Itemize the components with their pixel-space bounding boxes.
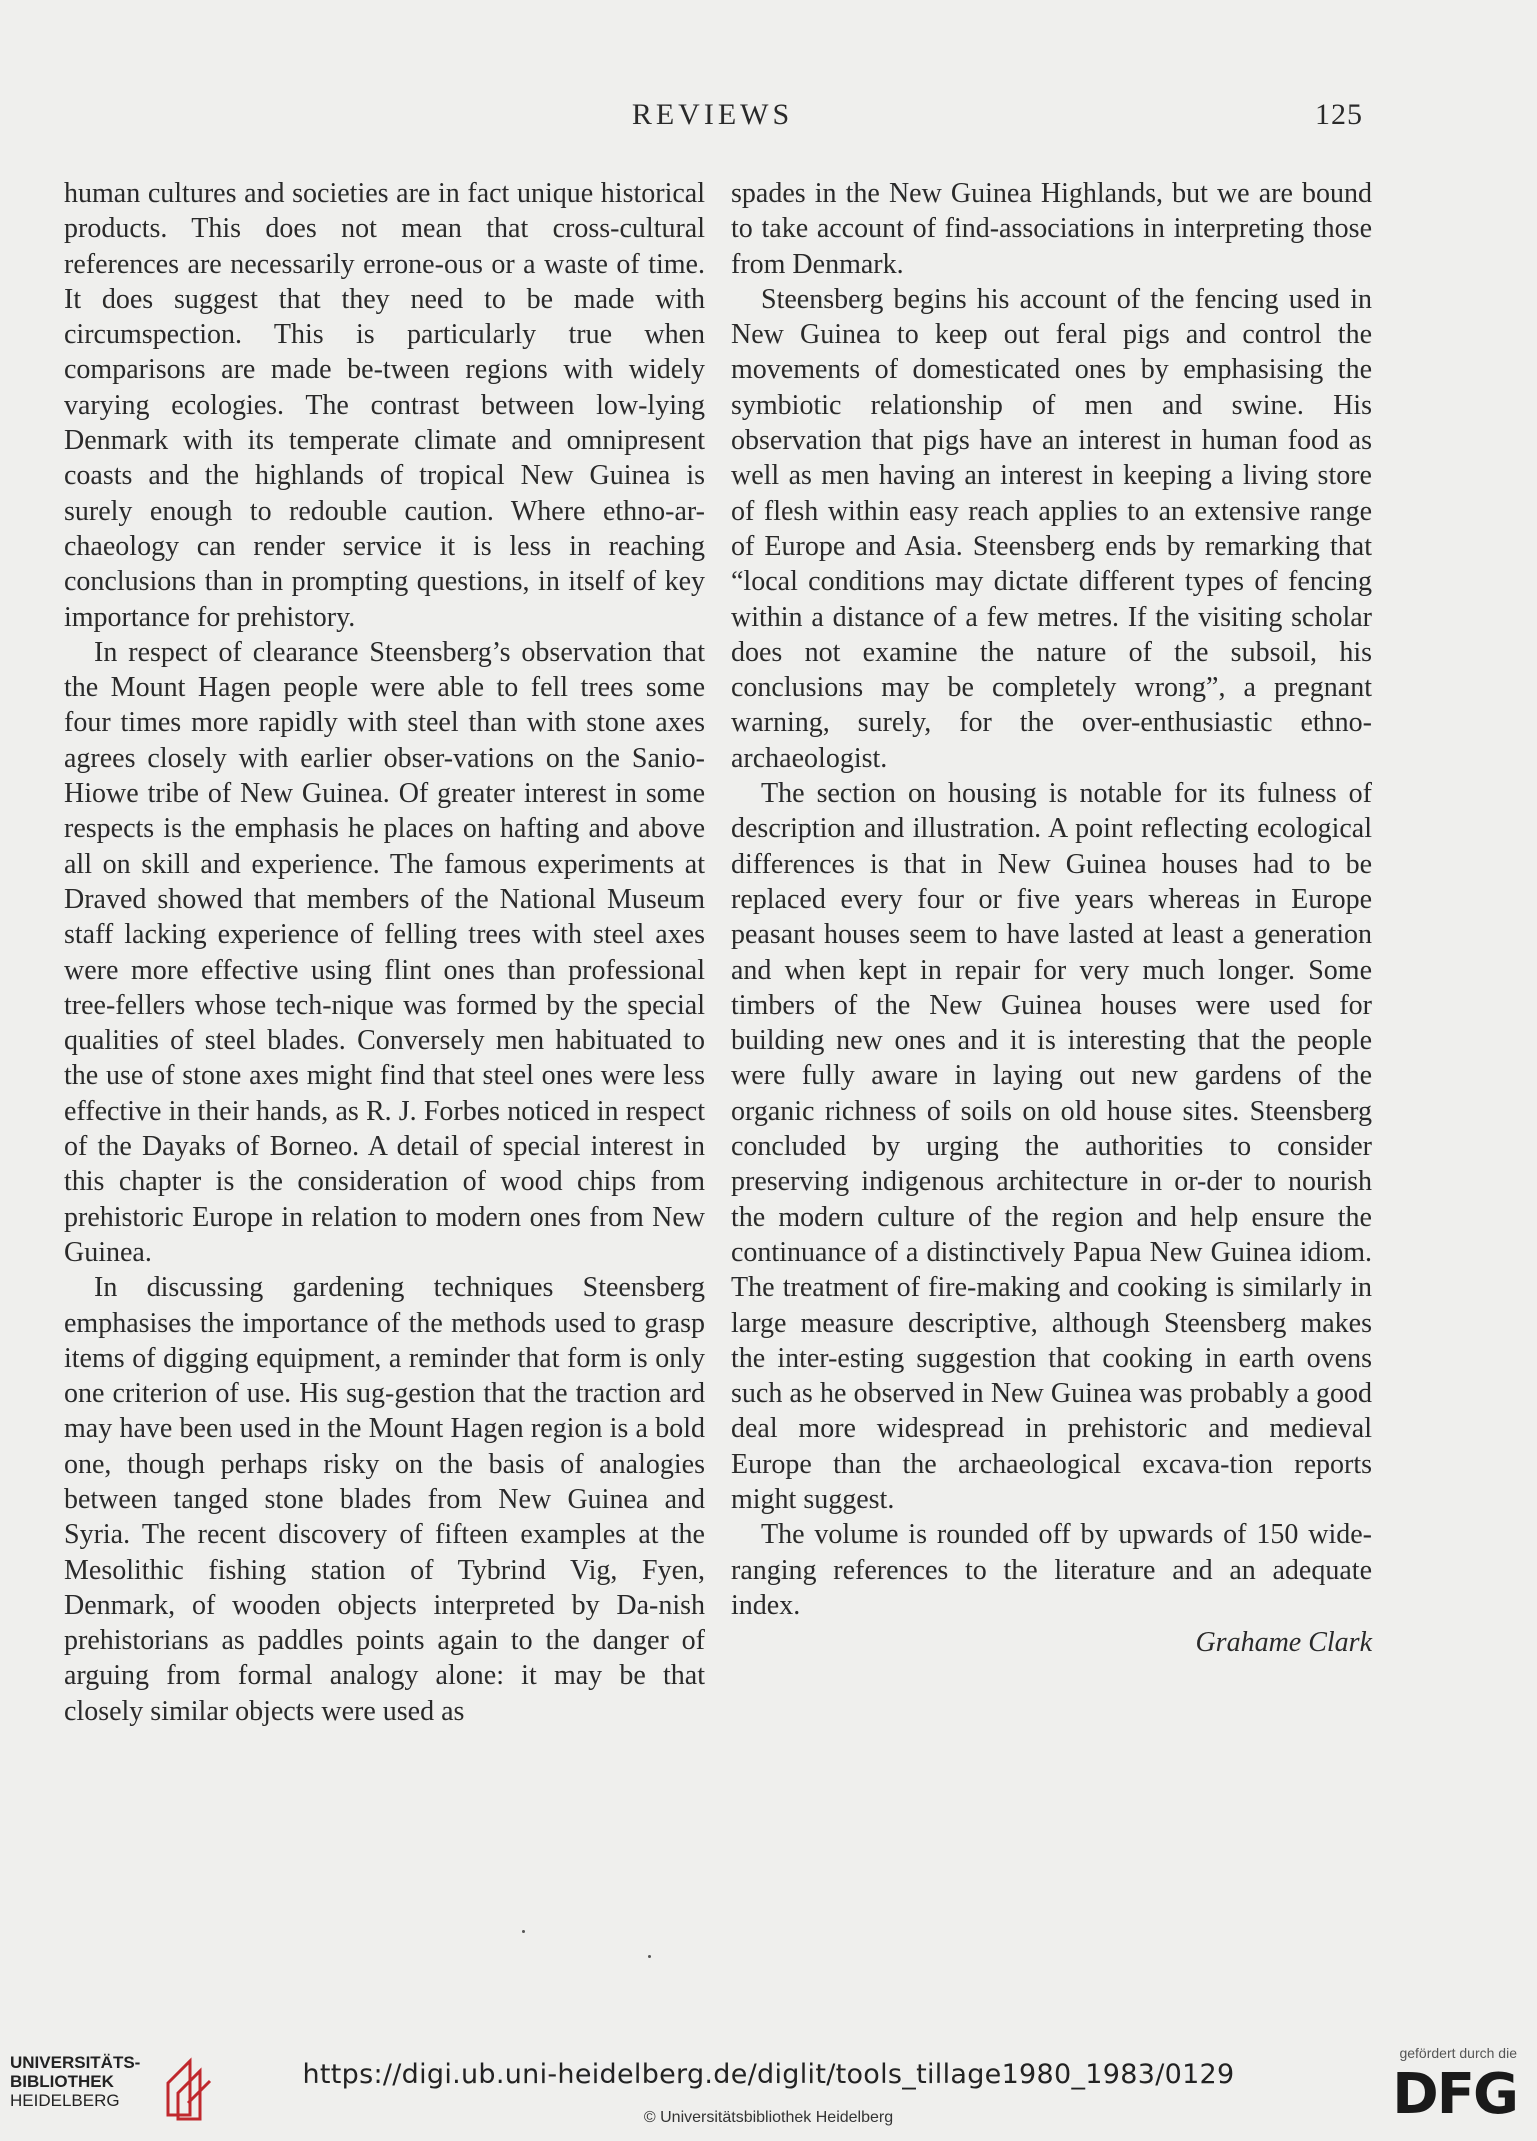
footer (0, 2035, 1537, 2141)
scan-speck (648, 1955, 651, 1958)
dfg-logo: DFG (1392, 2062, 1517, 2127)
source-url-link[interactable]: https://digi.ub.uni-heidelberg.de/diglit/tools_tillage1980_1983/0129 (302, 2059, 1235, 2090)
funder-logo[interactable] (1357, 2045, 1517, 2135)
paragraph: The volume is rounded off by upwards of 150 wide-ranging references to the literature and an adequate index. (731, 1519, 1372, 1621)
funder-label: gefördert durch die (1399, 2045, 1517, 2061)
paragraph: Steensberg begins his account of the fencing used in New Guinea to keep out feral pigs and control the movements of domesticated ones by emphasising the symbiotic relationship of men and swine. His observation that pigs have an interest in human food as well as men having an interest in keeping a living store of flesh within easy reach applies to an extensive range of Europe and Asia. Steensberg ends by remarking that “local conditions may dictate different types of fencing within a distance of a few metres. If the visiting scholar does not examine the nature of the subsoil, his conclusions may be completely wrong”, a pregnant warning, surely, for the over-enthusiastic ethno-archaeologist. (731, 283, 1372, 774)
library-name: UNIVERSITÄTS- BIBLIOTHEK HEIDELBERG (10, 2053, 141, 2110)
paragraph: The section on housing is notable for its fulness of description and illustration. A point reflecting ecological differences is that in New Guinea houses had to be replaced every four or five years whereas in Europe peasant houses seem to have lasted at least a generation and when kept in repair for very much longer. Some timbers of the New Guinea houses were used for building new ones and it is interesting that the people were fully aware in laying out new gardens of the organic richness of soils on old house sites. Steensberg concluded by urging the authorities to consider preserving indigenous architecture in or-der to nourish the modern culture of the region and help ensure the continuance of a distinctively Papua New Guinea idiom. The treatment of fire-making and cooking is similarly in large measure descriptive, although Steensberg makes the inter-esting suggestion that cooking in earth ovens such as he observed in New Guinea was probably a good deal more widespread in prehistoric and medieval Europe than the archaeological excava-tion reports might suggest. (731, 778, 1372, 1515)
paragraph: In discussing gardening techniques Steensberg emphasises the importance of the methods used to grasp items of digging equipment, a reminder that form is only one criterion of use. His sug-gestion that the traction ard may have been used in the Mount Hagen region is a bold one, though perhaps risky on the basis of analogies between tanged stone blades from New Guinea and Syria. The recent discovery of fifteen examples at the Mesolithic fishing station of Tybrind Vig, Fyen, Denmark, of wooden objects interpreted by Da-nish prehistorians as paddles points again to the danger of arguing from formal analogy alone: it may be that closely similar objects were used as (64, 1272, 705, 1727)
paragraph: In respect of clearance Steensberg’s observation that the Mount Hagen people were able to fell trees some four times more rapidly with steel than with stone axes agrees closely with earlier obser-vations on the Sanio-Hiowe tribe of New Guinea. Of greater interest in some respects is the emphasis he places on hafting and above all on skill and experience. The famous experiments at Draved showed that members of the National Museum staff lacking experience of felling trees with steel axes were more effective using flint ones than professional tree-fellers whose tech-nique was formed by the special qualities of steel blades. Conversely men habituated to the use of stone axes might find that steel ones were less effective in their hands, as R. J. Forbes noticed in respect of the Dayaks of Borneo. A detail of special interest in this chapter is the consideration of wood chips from prehistoric Europe in relation to modern ones from New Guinea. (64, 636, 705, 1268)
page-number: 125 (1315, 98, 1363, 131)
left-column (64, 176, 705, 1729)
paragraph: spades in the New Guinea Highlands, but we are bound to take account of find-associations in interpreting those from Denmark. (731, 178, 1372, 280)
running-head: REVIEWS (631, 98, 794, 131)
author-signature: Grahame Clark (1195, 1627, 1372, 1659)
paragraph: human cultures and societies are in fact unique historical products. This does not mean that cross-cultural references are necessarily errone-ous or a waste of time. It does suggest that they need to be made with circumspection. This is particularly true when comparisons are made be-tween regions with widely varying ecologies. The contrast between low-lying Denmark with its temperate climate and omnipresent coasts and the highlands of tropical New Guinea is surely enough to redouble caution. Where ethno-ar-chaeology can render service it is less in reaching conclusions than in prompting questions, in itself of key importance for prehistory. (64, 178, 705, 633)
page-header (0, 98, 1537, 138)
copyright-notice: © Universitätsbibliothek Heidelberg (643, 2109, 894, 2126)
scan-speck (522, 1930, 525, 1933)
right-column (731, 176, 1372, 1660)
